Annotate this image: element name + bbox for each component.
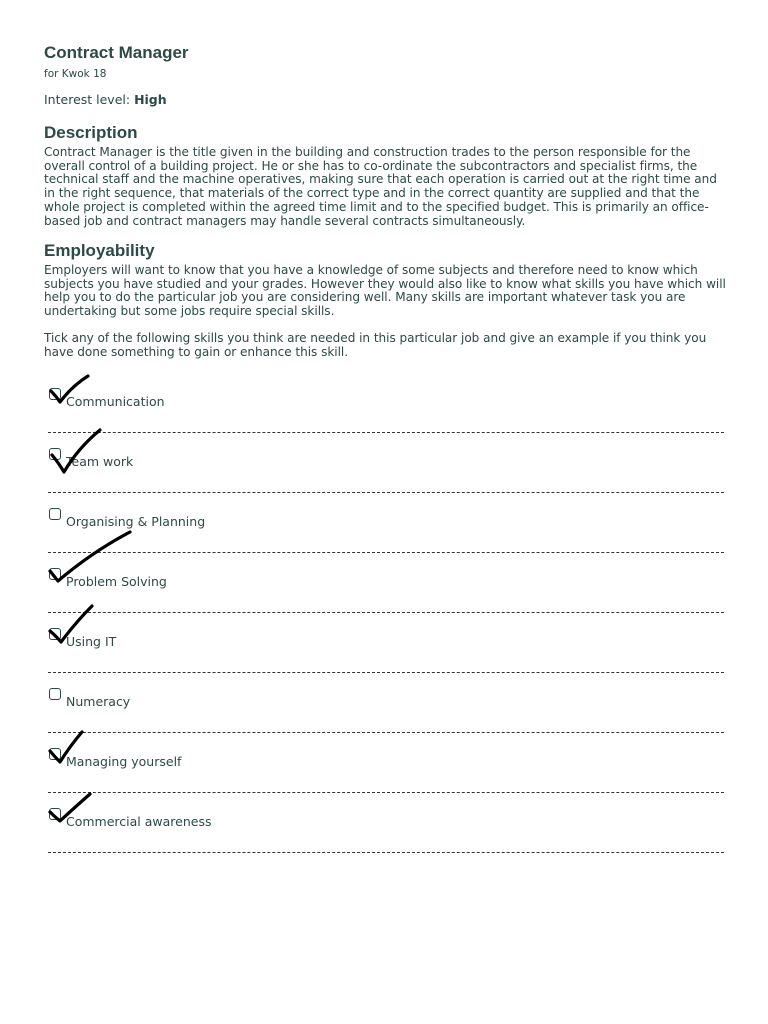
skill-item-organising-planning[interactable] — [48, 494, 724, 554]
skill-item-using-it[interactable] — [48, 614, 724, 674]
interest-label: Interest level: — [44, 92, 131, 107]
tick-instruction: Tick any of the following skills you think are needed in this particular job and give an example if you think you have done something to gain or enhance this skill. — [44, 331, 707, 359]
answer-line[interactable] — [48, 612, 724, 613]
checkbox-icon[interactable] — [49, 748, 61, 760]
checkbox-icon[interactable] — [49, 448, 61, 460]
answer-line[interactable] — [48, 792, 724, 793]
skill-label: Commercial awareness — [66, 814, 212, 829]
skill-item-communication[interactable] — [48, 374, 724, 434]
page-title: Contract Manager — [44, 43, 189, 62]
skill-item-numeracy[interactable] — [48, 674, 724, 734]
checkbox-icon[interactable] — [49, 688, 61, 700]
for-line: for Kwok 18 — [44, 68, 107, 80]
checkbox-icon[interactable] — [49, 568, 61, 580]
interest-value: High — [134, 92, 167, 107]
employability-heading: Employability — [44, 241, 155, 260]
skill-item-team-work[interactable] — [48, 434, 724, 494]
checkbox-icon[interactable] — [49, 628, 61, 640]
skill-label: Problem Solving — [66, 574, 167, 589]
answer-line[interactable] — [48, 672, 724, 673]
answer-line[interactable] — [48, 552, 724, 553]
skill-item-commercial-awareness[interactable] — [48, 794, 724, 854]
skill-label: Team work — [66, 454, 134, 469]
checkbox-icon[interactable] — [49, 808, 61, 820]
description-text: Contract Manager is the title given in the building and construction trades to the person responsible for the overall control of a building project. He or she has to co-ordinate the subcontractors and specialist firms, the technical staff and the machine operatives, making sure that each operation is carried out at the right time and in the right sequence, that materials of the correct type and in the correct quantity are supplied and that the whole project is completed within the agreed time limit and to the specified budget. This is primarily an office-based job and contract managers may handle several contracts simultaneously. — [44, 145, 717, 228]
answer-line[interactable] — [48, 732, 724, 733]
skill-label: Numeracy — [66, 694, 131, 709]
interest-level — [44, 92, 167, 107]
skill-label: Organising & Planning — [66, 514, 206, 529]
skill-label: Managing yourself — [66, 754, 182, 769]
checkbox-icon[interactable] — [49, 388, 61, 400]
skill-label: Using IT — [66, 634, 117, 649]
description-heading: Description — [44, 123, 138, 142]
skill-item-problem-solving[interactable] — [48, 554, 724, 614]
skill-item-managing-yourself[interactable] — [48, 734, 724, 794]
answer-line[interactable] — [48, 432, 724, 433]
checkbox-icon[interactable] — [49, 508, 61, 520]
employability-text: Employers will want to know that you have a knowledge of some subjects and therefore need to know which subjects you have studied and your grades. However they would also like to know what skills you have which will help you to do the particular job you are considering well. Many skills are important whatever task you are undertaking but some jobs require special skills. — [44, 263, 726, 319]
answer-line[interactable] — [48, 852, 724, 853]
skill-label: Communication — [66, 394, 165, 409]
answer-line[interactable] — [48, 492, 724, 493]
